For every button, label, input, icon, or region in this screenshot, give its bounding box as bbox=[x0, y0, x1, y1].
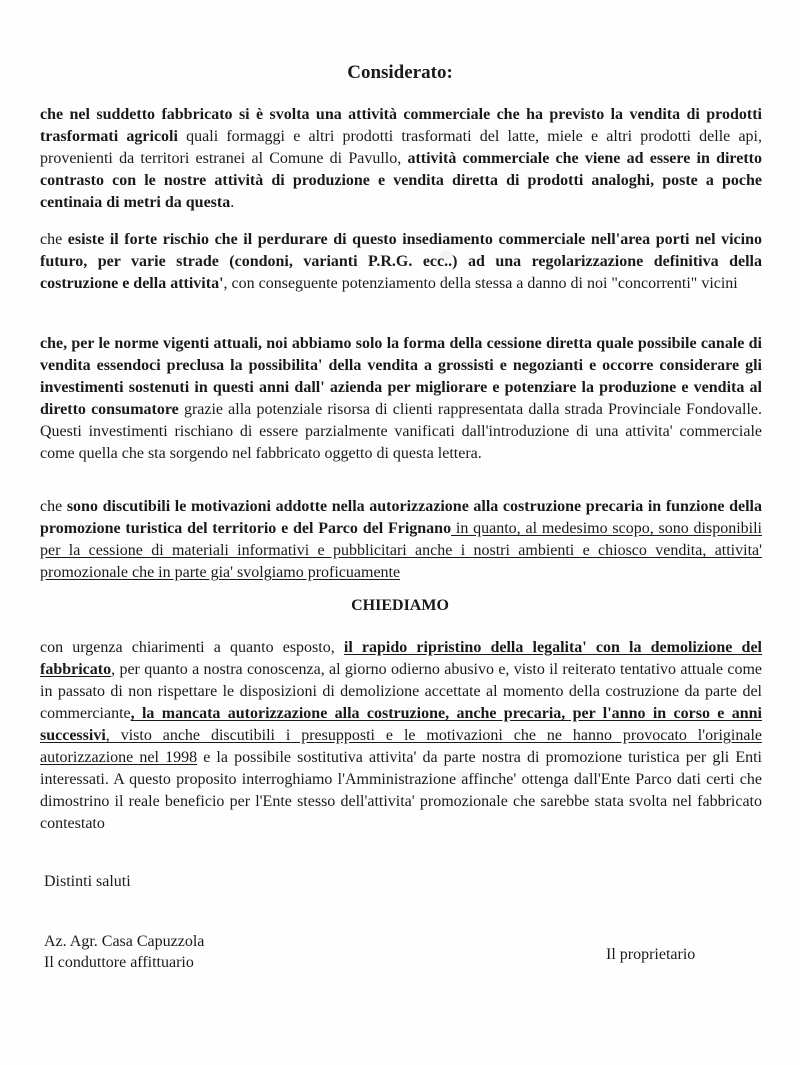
signature-company: Az. Agr. Casa Capuzzola bbox=[44, 933, 205, 950]
p4-bold-1: sono discutibili le motivazioni addotte nella autorizzazione alla costruzione precaria in funzione della promozione turistica del territorio e del Parco del Frignano bbox=[40, 498, 762, 537]
p5-text-3: e la possibile sostitutiva attivita' da parte nostra di promozione turistica per gli Enti interessati. A questo proposito interroghiamo l'Amministrazione affinche' ottenga dall'Ente Parco dati certi che dimostrino il reale beneficio per l'Ente stesso dell'attivita' promozionale che sarebbe stata svolta nel fabbricato contestato bbox=[40, 749, 763, 832]
paragraph-3 bbox=[40, 333, 762, 465]
paragraph-4 bbox=[40, 496, 762, 584]
section-heading-considerato: Considerato: bbox=[347, 62, 453, 83]
p2-text-2: , con conseguente potenziamento della stessa a danno di noi "concorrenti" vicini bbox=[223, 275, 738, 292]
p1-text-2: . bbox=[230, 194, 235, 211]
signature-role: Il conduttore affittuario bbox=[44, 954, 194, 971]
p3-bold-1: che, per le norme vigenti attuali, noi abbiamo solo la forma della cessione diretta quale possibile canale di vendita essendoci preclusa la possibilita' della vendita a grossisti e negozianti e occorre considerare gli investimenti sostenuti in questi anni dall' azienda per migliorare e potenziare la produzione e vendita al diretto consumatore bbox=[40, 335, 762, 418]
p1-bold-2: attività commerciale che viene ad essere in diretto contrasto con le nostre attività di produzione e vendita diretta di prodotti analoghi, poste a poche centinaia di metri da questa bbox=[40, 150, 763, 211]
p5-text-2: , per quanto a nostra conoscenza, al giorno odierno abusivo e, visto il reiterato tentativo attuale come in passato di non rispettare le disposizioni di demolizione accettate al momento della costruzione da parte del commerciante bbox=[40, 661, 762, 722]
p4-underlined-1: in quanto, al medesimo scopo, sono disponibili per la cessione di materiali informativi e pubblicitari anche i nostri ambienti e chiosco vendita, attivita' promozionale che in parte gia' svolgiamo proficuamente bbox=[40, 520, 763, 581]
p3-text-1: grazie alla potenziale risorsa di clienti rappresentata dalla strada Provinciale Fondovalle. Questi investimenti rischiano di essere parzialmente vanificati dall'introduzione di una attivita' commerciale come quella che sta sorgendo nel fabbricato oggetto di questa lettera. bbox=[40, 401, 763, 462]
paragraph-1 bbox=[40, 104, 762, 214]
p2-bold-1: esiste il forte rischio che il perdurare di questo insediamento commerciale nell'area porti nel vicino futuro, per varie strade (condoni, varianti P.R.G. ecc..) ad una regolarizzazione definitiva della costruzione e della attivita' bbox=[40, 231, 762, 292]
p2-text-1: che bbox=[40, 231, 68, 248]
p5-underlined-1: , visto anche discutibili i presupposti e le motivazioni che ne hanno provocato l'originale autorizzazione nel 1998 bbox=[40, 727, 762, 766]
p5-bold-underlined-2: , la mancata autorizzazione alla costruzione, anche precaria, per l'anno in corso e anni successivi bbox=[40, 705, 762, 744]
p5-bold-underlined-1: il rapido ripristino della legalita' con la demolizione del fabbricato bbox=[40, 639, 763, 678]
p1-text-1: quali formaggi e altri prodotti trasformati del latte, miele e altri prodotti delle api, provenienti da territori estranei al Comune di Pavullo, bbox=[40, 128, 762, 167]
section-heading-chiediamo: CHIEDIAMO bbox=[351, 597, 449, 614]
p4-text-1: che bbox=[40, 498, 67, 515]
paragraph-5 bbox=[40, 637, 762, 835]
paragraph-2 bbox=[40, 229, 762, 295]
p1-bold-1: che nel suddetto fabbricato si è svolta una attività commerciale che ha previsto la vendita di prodotti trasformati agricoli bbox=[40, 106, 762, 145]
signature-owner: Il proprietario bbox=[606, 946, 696, 963]
p5-text-1: con urgenza chiarimenti a quanto esposto, bbox=[40, 639, 344, 656]
closing-salutation: Distinti saluti bbox=[44, 873, 131, 890]
